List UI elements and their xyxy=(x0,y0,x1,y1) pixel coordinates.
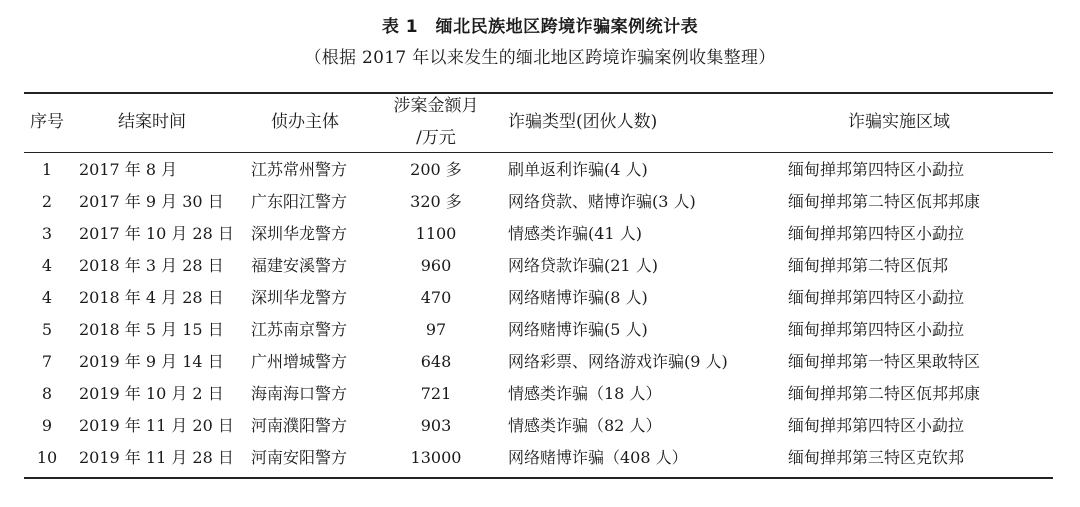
cell-date: 2018 年 5 月 15 日 xyxy=(79,320,224,339)
header-amount-line1: 涉案金额月 xyxy=(393,96,479,116)
cell-num: 9 xyxy=(41,416,53,435)
cell-amount: 903 xyxy=(420,416,452,435)
cell-num: 5 xyxy=(41,320,53,339)
cell-type: 情感类诈骗（82 人） xyxy=(508,416,662,435)
header-date: 结案时间 xyxy=(118,112,186,132)
cell-amount: 648 xyxy=(420,352,452,371)
cell-type: 情感类诈骗(41 人) xyxy=(508,224,642,243)
cell-date: 2019 年 11 月 28 日 xyxy=(79,448,234,467)
cell-area: 缅甸掸邦第四特区小勐拉 xyxy=(788,160,965,179)
table-subtitle: （根据 2017 年以来发生的缅北地区跨境诈骗案例收集整理） xyxy=(304,48,776,68)
cell-area: 缅甸掸邦第四特区小勐拉 xyxy=(788,320,965,339)
cell-org: 福建安溪警方 xyxy=(251,256,348,275)
cell-area: 缅甸掸邦第四特区小勐拉 xyxy=(788,416,965,435)
cell-org: 海南海口警方 xyxy=(251,384,348,403)
cell-area: 缅甸掸邦第三特区克钦邦 xyxy=(788,448,965,467)
cell-amount: 960 xyxy=(420,256,452,275)
cell-area: 缅甸掸邦第二特区佤邦邦康 xyxy=(788,192,981,211)
header-type: 诈骗类型(团伙人数) xyxy=(508,112,658,132)
cell-type: 网络贷款、赌博诈骗(3 人) xyxy=(508,192,696,211)
top-rule xyxy=(24,92,1053,94)
cell-num: 1 xyxy=(41,160,53,179)
cell-type: 网络彩票、网络游戏诈骗(9 人) xyxy=(508,352,728,371)
cell-date: 2017 年 9 月 30 日 xyxy=(79,192,224,211)
cell-amount: 200 多 xyxy=(410,160,462,179)
cell-org: 江苏常州警方 xyxy=(251,160,348,179)
header-amount-line2: /万元 xyxy=(416,128,456,148)
cell-date: 2018 年 4 月 28 日 xyxy=(79,288,224,307)
cell-num: 3 xyxy=(41,224,53,243)
cell-num: 8 xyxy=(41,384,53,403)
cell-amount: 97 xyxy=(425,320,447,339)
cell-num: 2 xyxy=(41,192,53,211)
cell-date: 2017 年 8 月 xyxy=(79,160,178,179)
header-num: 序号 xyxy=(30,112,64,132)
cell-amount: 721 xyxy=(420,384,452,403)
cell-num: 7 xyxy=(41,352,53,371)
header-area: 诈骗实施区域 xyxy=(848,112,950,132)
cell-num: 4 xyxy=(41,256,53,275)
cell-amount: 13000 xyxy=(410,448,462,467)
cell-org: 广东阳江警方 xyxy=(251,192,348,211)
cell-org: 河南濮阳警方 xyxy=(251,416,348,435)
cell-type: 网络赌博诈骗(5 人) xyxy=(508,320,648,339)
cell-area: 缅甸掸邦第二特区佤邦 xyxy=(788,256,949,275)
cell-type: 情感类诈骗（18 人） xyxy=(508,384,662,403)
header-org: 侦办主体 xyxy=(271,112,339,132)
cell-date: 2019 年 9 月 14 日 xyxy=(79,352,224,371)
cell-org: 深圳华龙警方 xyxy=(251,288,348,307)
table-title: 表 1 缅北民族地区跨境诈骗案例统计表 xyxy=(381,17,699,37)
cell-area: 缅甸掸邦第四特区小勐拉 xyxy=(788,224,965,243)
cell-org: 广州增城警方 xyxy=(251,352,348,371)
cell-org: 河南安阳警方 xyxy=(251,448,348,467)
cell-amount: 320 多 xyxy=(410,192,462,211)
cell-type: 网络赌博诈骗（408 人） xyxy=(508,448,688,467)
cell-num: 4 xyxy=(41,288,53,307)
cell-date: 2019 年 10 月 2 日 xyxy=(79,384,224,403)
cell-amount: 1100 xyxy=(415,224,457,243)
bottom-rule xyxy=(24,477,1053,479)
cell-type: 网络贷款诈骗(21 人) xyxy=(508,256,658,275)
cell-org: 深圳华龙警方 xyxy=(251,224,348,243)
cell-area: 缅甸掸邦第一特区果敢特区 xyxy=(788,352,981,371)
cell-date: 2017 年 10 月 28 日 xyxy=(79,224,234,243)
cell-date: 2018 年 3 月 28 日 xyxy=(79,256,224,275)
header-rule xyxy=(24,152,1053,153)
cell-type: 网络赌博诈骗(8 人) xyxy=(508,288,648,307)
cell-area: 缅甸掸邦第四特区小勐拉 xyxy=(788,288,965,307)
cell-area: 缅甸掸邦第二特区佤邦邦康 xyxy=(788,384,981,403)
cell-date: 2019 年 11 月 20 日 xyxy=(79,416,234,435)
cell-amount: 470 xyxy=(420,288,452,307)
cell-num: 10 xyxy=(36,448,58,467)
cell-org: 江苏南京警方 xyxy=(251,320,348,339)
cell-type: 刷单返利诈骗(4 人) xyxy=(508,160,648,179)
